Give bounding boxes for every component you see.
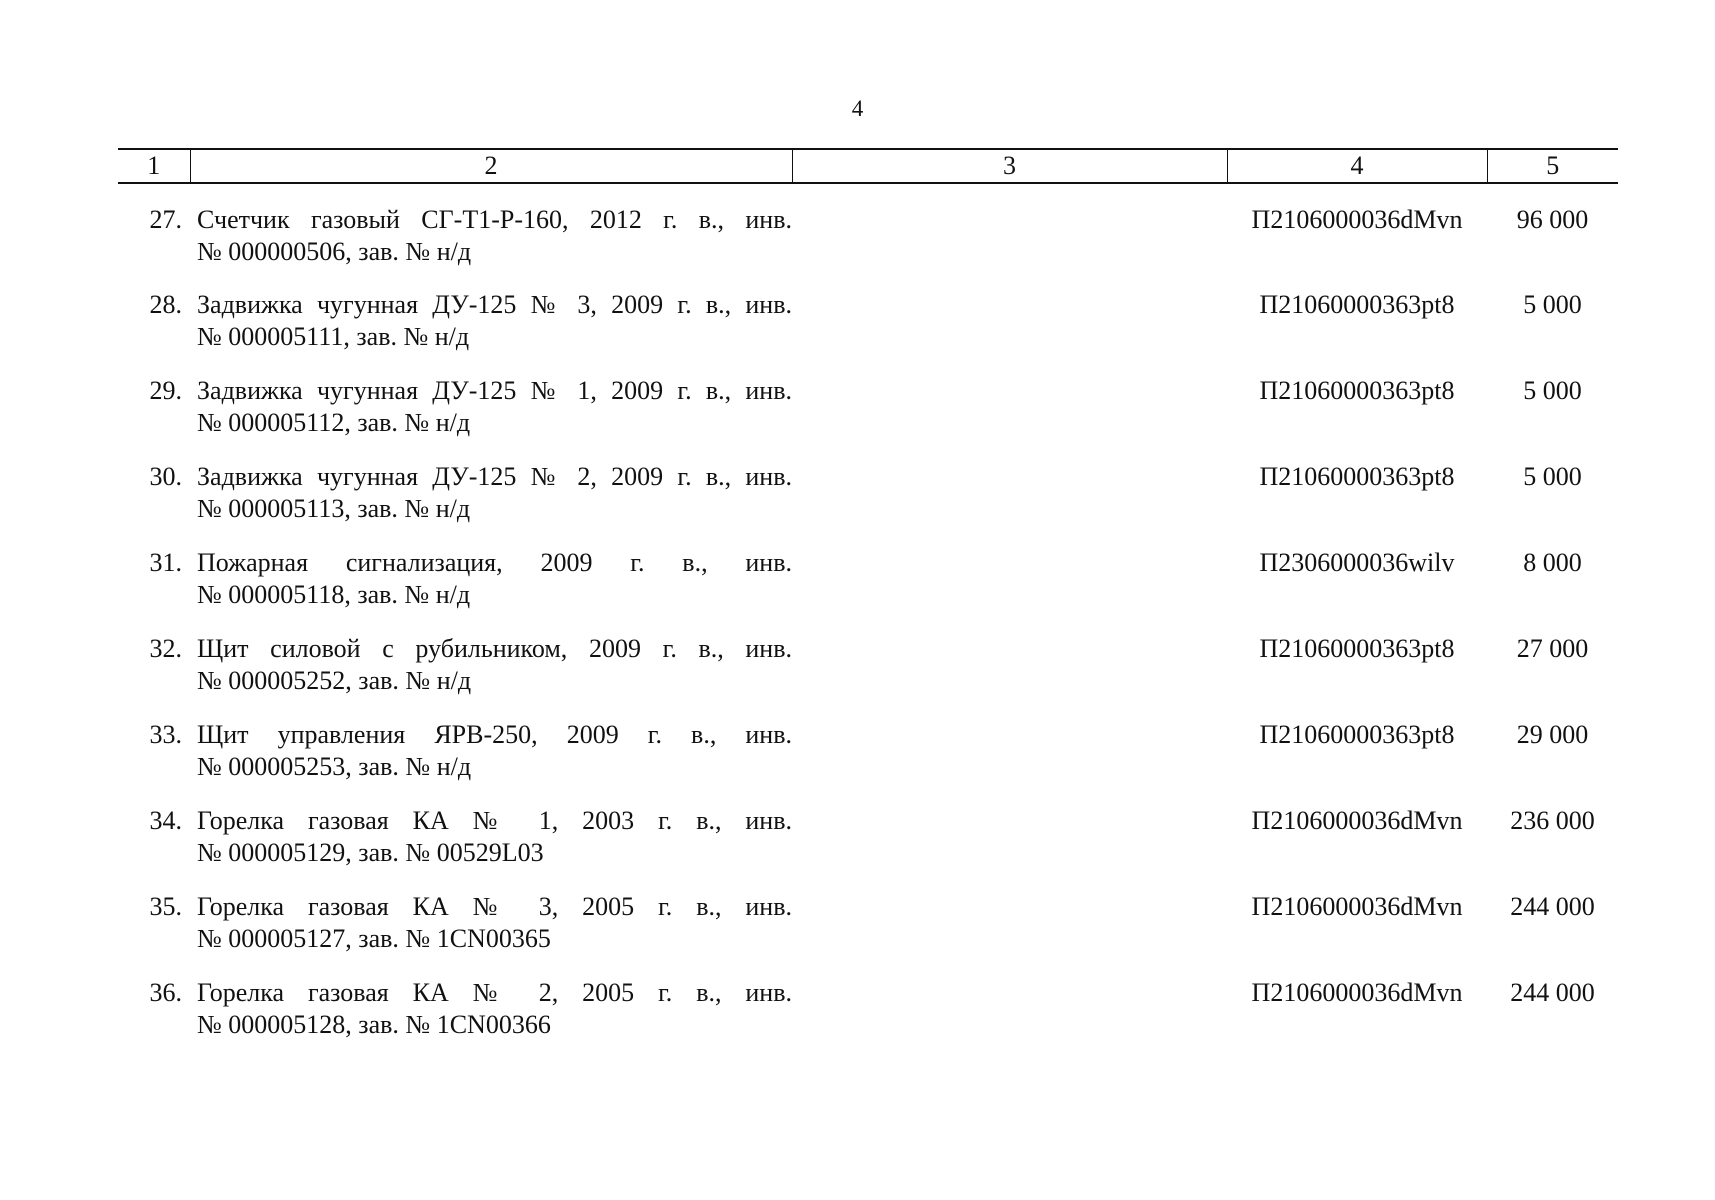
table-row (118, 633, 1618, 719)
row-number: 28. (149, 290, 182, 319)
description-line-1: Горелка газовая КА № 1, 2003 г. в., инв. (197, 806, 792, 835)
item-value: 5 000 (1523, 462, 1582, 491)
item-description (190, 633, 792, 719)
item-value: 8 000 (1523, 548, 1582, 577)
description-line-1: Пожарная сигнализация, 2009 г. в., инв. (197, 548, 792, 577)
row-number: 30. (149, 462, 182, 491)
description-line-2: № 000005113, зав. № н/д (197, 494, 471, 523)
description-line-1: Горелка газовая КА № 3, 2005 г. в., инв. (197, 892, 792, 921)
header-row (118, 149, 1618, 183)
item-value: 27 000 (1516, 634, 1589, 663)
table-row (118, 375, 1618, 461)
item-description (190, 375, 792, 461)
description-line-2: № 000005111, зав. № н/д (197, 322, 470, 351)
page-number: 4 (851, 96, 864, 121)
description-line-1: Щит управления ЯРВ-250, 2009 г. в., инв. (197, 720, 792, 749)
column-3-cell (792, 547, 1227, 633)
row-number: 27. (149, 205, 182, 234)
description-line-1: Горелка газовая КА № 2, 2005 г. в., инв. (197, 978, 792, 1007)
row-number: 29. (149, 376, 182, 405)
table-row (118, 461, 1618, 547)
item-description (190, 289, 792, 375)
column-3-cell (792, 719, 1227, 805)
description-line-2: № 000005253, зав. № н/д (197, 752, 472, 781)
item-description (190, 977, 792, 1063)
item-code: П21060000363pt8 (1259, 634, 1455, 663)
row-number: 34. (149, 806, 182, 835)
item-code: П2106000036dMvn (1251, 978, 1463, 1007)
item-code: П2106000036dMvn (1251, 205, 1463, 234)
item-description (190, 183, 792, 289)
table-body (118, 183, 1618, 1063)
inventory-table (118, 148, 1618, 1063)
description-line-2: № 000005118, зав. № н/д (197, 580, 471, 609)
item-description (190, 547, 792, 633)
table-row (118, 289, 1618, 375)
column-header-3: 3 (792, 149, 1227, 183)
item-value: 244 000 (1510, 978, 1595, 1007)
item-code: П21060000363pt8 (1259, 290, 1455, 319)
column-3-cell (792, 183, 1227, 289)
column-header-2: 2 (190, 149, 792, 183)
item-code: П21060000363pt8 (1259, 720, 1455, 749)
description-line-2: № 000005129, зав. № 00529L03 (197, 838, 544, 867)
item-description (190, 891, 792, 977)
item-description (190, 719, 792, 805)
description-line-2: № 000005112, зав. № н/д (197, 408, 471, 437)
item-code: П21060000363pt8 (1259, 462, 1455, 491)
item-value: 236 000 (1510, 806, 1595, 835)
item-code: П2306000036wilv (1259, 548, 1455, 577)
description-line-1: Щит силовой с рубильником, 2009 г. в., инв. (197, 634, 792, 663)
column-3-cell (792, 633, 1227, 719)
row-number: 32. (149, 634, 182, 663)
item-value: 29 000 (1516, 720, 1589, 749)
table-row (118, 183, 1618, 289)
column-3-cell (792, 461, 1227, 547)
column-header-5: 5 (1487, 149, 1618, 183)
row-number: 35. (149, 892, 182, 921)
description-line-1: Задвижка чугунная ДУ-125 № 3, 2009 г. в., инв. (197, 290, 792, 319)
row-number: 31. (149, 548, 182, 577)
description-line-1: Счетчик газовый СГ-Т1-Р-160, 2012 г. в., инв. (197, 205, 792, 234)
item-code: П2106000036dMvn (1251, 892, 1463, 921)
table-row (118, 805, 1618, 891)
row-number: 33. (149, 720, 182, 749)
item-description (190, 805, 792, 891)
item-code: П2106000036dMvn (1251, 806, 1463, 835)
description-line-1: Задвижка чугунная ДУ-125 № 2, 2009 г. в., инв. (197, 462, 792, 491)
item-value: 5 000 (1523, 376, 1582, 405)
description-line-2: № 000000506, зав. № н/д (197, 237, 472, 266)
table-header (118, 149, 1618, 183)
column-3-cell (792, 289, 1227, 375)
column-header-4: 4 (1227, 149, 1487, 183)
description-line-1: Задвижка чугунная ДУ-125 № 1, 2009 г. в., инв. (197, 376, 792, 405)
item-code: П21060000363pt8 (1259, 376, 1455, 405)
table-row (118, 891, 1618, 977)
table-row (118, 977, 1618, 1063)
column-3-cell (792, 891, 1227, 977)
description-line-2: № 000005252, зав. № н/д (197, 666, 472, 695)
row-number: 36. (149, 978, 182, 1007)
description-line-2: № 000005127, зав. № 1CN00365 (197, 924, 551, 953)
column-3-cell (792, 977, 1227, 1063)
column-3-cell (792, 805, 1227, 891)
item-description (190, 461, 792, 547)
description-line-2: № 000005128, зав. № 1CN00366 (197, 1010, 551, 1039)
column-3-cell (792, 375, 1227, 461)
item-value: 244 000 (1510, 892, 1595, 921)
table-row (118, 719, 1618, 805)
item-value: 96 000 (1516, 205, 1589, 234)
column-header-1: 1 (118, 149, 190, 183)
item-value: 5 000 (1523, 290, 1582, 319)
table-row (118, 547, 1618, 633)
